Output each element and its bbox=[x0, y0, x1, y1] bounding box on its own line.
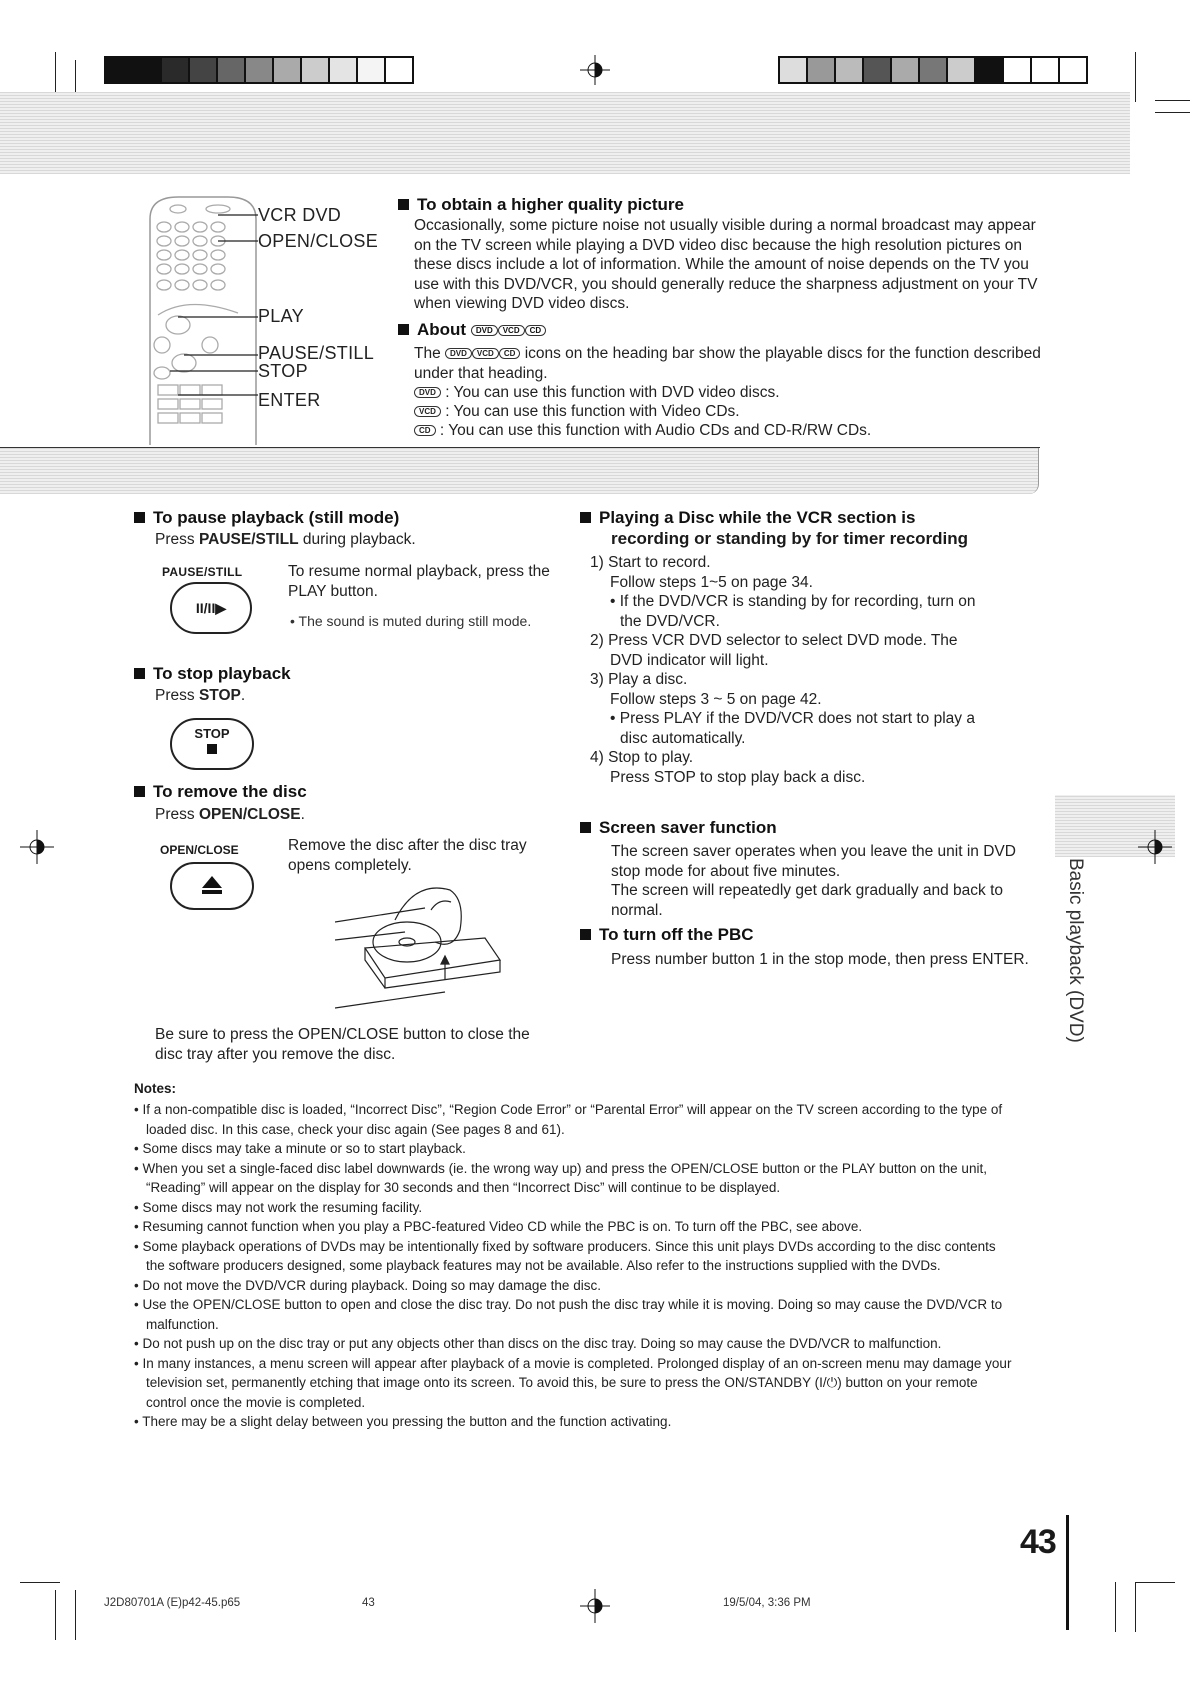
step-line: Press STOP to stop play back a disc. bbox=[610, 768, 866, 786]
page-number-rule bbox=[1066, 1515, 1069, 1630]
registration-mark-icon bbox=[1138, 830, 1172, 864]
stop-button-icon: STOP bbox=[170, 718, 254, 770]
remote-label-open-close: OPEN/CLOSE bbox=[258, 231, 379, 251]
remove-heading: To remove the disc bbox=[134, 782, 307, 802]
vcr-record-steps bbox=[590, 553, 1030, 787]
step-line: DVD indicator will light. bbox=[610, 651, 769, 669]
remote-label-stop: STOP bbox=[258, 361, 308, 381]
pause-button-label: PAUSE/STILL bbox=[162, 565, 243, 579]
remote-control-illustration bbox=[148, 195, 258, 447]
quality-heading: To obtain a higher quality picture bbox=[398, 195, 684, 215]
crop-mark bbox=[1155, 100, 1190, 101]
registration-mark-icon bbox=[580, 55, 610, 85]
remote-label-pause-still: PAUSE/STILL bbox=[258, 343, 375, 363]
step-line: 4) Stop to play. bbox=[590, 749, 694, 766]
crop-mark bbox=[75, 1590, 76, 1640]
header-band bbox=[0, 92, 1130, 174]
note-item: • Do not push up on the disc tray or put any objects other than discs on the disc tray. Doing so may cause the DVD/VCR to malfunction. bbox=[134, 1336, 942, 1351]
side-tab-label: Basic playback (DVD) bbox=[1065, 858, 1086, 1043]
eject-button-icon bbox=[170, 862, 254, 910]
section-band bbox=[0, 448, 1039, 494]
step-line: 3) Play a disc. bbox=[590, 671, 688, 688]
stop-heading: To stop playback bbox=[134, 664, 291, 684]
screen-saver-body: The screen saver operates when you leave the unit in DVD stop mode for about five minutes. The screen will repeatedly get dark gradually and back to normal. bbox=[611, 843, 1016, 919]
step-line: disc automatically. bbox=[620, 729, 746, 747]
pbc-heading: To turn off the PBC bbox=[580, 925, 754, 945]
step-line: the DVD/VCR. bbox=[620, 612, 720, 630]
remove-footer-text: Be sure to press the OPEN/CLOSE button to close the disc tray after you remove the disc. bbox=[155, 1026, 530, 1063]
stop-instruction: Press STOP. bbox=[155, 687, 246, 704]
note-item: • Do not move the DVD/VCR during playback. Doing so may damage the disc. bbox=[134, 1277, 601, 1293]
color-bar-left bbox=[104, 56, 414, 84]
badge-dvd: DVD bbox=[471, 325, 498, 336]
pause-resume-text: To resume normal playback, press the PLAY button. bbox=[288, 563, 550, 600]
pause-instruction: Press PAUSE/STILL during playback. bbox=[155, 531, 416, 548]
crop-mark bbox=[20, 1582, 60, 1583]
about-item-cd: CD : You can use this function with Audio CDs and CD-R/RW CDs. bbox=[414, 421, 871, 441]
footer-date: 19/5/04, 3:36 PM bbox=[723, 1597, 811, 1609]
screen-saver-heading: Screen saver function bbox=[580, 818, 777, 838]
note-item: • There may be a slight delay between you pressing the button and the function activating. bbox=[134, 1414, 672, 1429]
crop-mark bbox=[1155, 112, 1190, 113]
remote-label-vcr-dvd: VCR DVD bbox=[258, 205, 342, 225]
registration-mark-icon bbox=[580, 1589, 610, 1623]
page-number: 43 bbox=[1020, 1523, 1056, 1561]
badge-vcd: VCD bbox=[498, 325, 525, 336]
vcr-record-heading-line1: Playing a Disc while the VCR section is bbox=[580, 508, 915, 528]
remote-label-enter: ENTER bbox=[258, 390, 321, 410]
about-heading: About DVD VCD CD bbox=[398, 320, 546, 340]
remote-label-play: PLAY bbox=[258, 306, 304, 326]
step-line: Follow steps 1~5 on page 34. bbox=[610, 573, 813, 591]
step-line: Follow steps 3 ~ 5 on page 42. bbox=[610, 690, 822, 708]
crop-mark bbox=[1135, 1582, 1175, 1583]
pause-heading: To pause playback (still mode) bbox=[134, 508, 399, 528]
registration-mark-icon bbox=[20, 830, 54, 864]
about-intro: The DVD VCD CD icons on the heading bar show the playable discs for the function described under that heading. bbox=[414, 345, 1041, 382]
note-item: • Some discs may not work the resuming facility. bbox=[134, 1199, 423, 1215]
notes-list bbox=[134, 1100, 1014, 1432]
note-item: • In many instances, a menu screen will appear after playback of a movie is completed. Prolonged display of an on-screen menu may damage your television set, permanently etching that image onto its screen. To avoid this, be sure to press the ON/STANDBY (I/⏻) button on your remote control once the movie is completed. bbox=[134, 1355, 1012, 1410]
remove-instruction: Press OPEN/CLOSE. bbox=[155, 806, 305, 823]
step-line: 1) Start to record. bbox=[590, 554, 711, 571]
step-line: 2) Press VCR DVD selector to select DVD mode. The bbox=[590, 632, 958, 649]
about-item-vcd: VCD : You can use this function with Video CDs. bbox=[414, 402, 740, 422]
crop-mark bbox=[1115, 1582, 1116, 1632]
note-item: • Some discs may take a minute or so to start playback. bbox=[134, 1141, 466, 1156]
crop-mark bbox=[1135, 52, 1136, 102]
vcr-record-heading-line2: recording or standing by for timer recording bbox=[611, 529, 969, 548]
crop-mark bbox=[1135, 1582, 1136, 1632]
quality-body: Occasionally, some picture noise not usually visible during a normal broadcast may appear on the TV screen while playing a DVD video disc because the high resolution pictures on these discs include a lot of information. While the amount of noise depends on the TV you use with this DVD/VCR, you should generally reduce the sharpness adjustment on your TV when viewing DVD video discs. bbox=[414, 217, 1038, 312]
remove-text: Remove the disc after the disc tray opens completely. bbox=[288, 837, 527, 874]
side-tab bbox=[1060, 858, 1090, 1043]
notes-heading: Notes: bbox=[134, 1081, 177, 1096]
step-line: • If the DVD/VCR is standing by for recording, turn on bbox=[610, 593, 976, 610]
badge-cd: CD bbox=[525, 325, 547, 336]
pause-still-button-icon: II/II▶ bbox=[170, 582, 252, 634]
pause-note: • The sound is muted during still mode. bbox=[290, 613, 532, 629]
note-item: • Resuming cannot function when you play a PBC-featured Video CD while the PBC is on. To turn off the PBC, see above. bbox=[134, 1219, 863, 1234]
note-item: • Some playback operations of DVDs may be intentionally fixed by software producers. Since this unit plays DVDs according to the disc contents the software producers designed, some playback features may not be available. Also refer to the instructions supplied with the DVDs. bbox=[134, 1238, 996, 1273]
disc-tray-illustration bbox=[335, 880, 505, 1010]
crop-mark bbox=[55, 1590, 56, 1640]
color-bar-right bbox=[778, 56, 1088, 84]
note-item: • Use the OPEN/CLOSE button to open and close the disc tray. Do not push the disc tray while it is moving. Doing so may cause the DVD/VCR to malfunction. bbox=[134, 1297, 1003, 1332]
footer-page: 43 bbox=[362, 1597, 375, 1609]
footer-filename: J2D80701A (E)p42-45.p65 bbox=[104, 1597, 241, 1609]
pbc-body: Press number button 1 in the stop mode, then press ENTER. bbox=[611, 951, 1029, 968]
note-item: • When you set a single-faced disc label downwards (ie. the wrong way up) and press the OPEN/CLOSE button or the PLAY button on the unit, “Reading” will appear on the display for 30 seconds and then “Incorrect Disc” will continue to be displayed. bbox=[134, 1160, 987, 1195]
about-item-dvd: DVD : You can use this function with DVD video discs. bbox=[414, 383, 780, 403]
step-line: • Press PLAY if the DVD/VCR does not start to play a bbox=[610, 710, 975, 727]
open-close-button-label: OPEN/CLOSE bbox=[160, 843, 239, 857]
note-item: • If a non-compatible disc is loaded, “Incorrect Disc”, “Region Code Error” or “Parental Error” will appear on the TV screen according to the type of loaded disc. In this case, check your disc again (See pages 8 and 61). bbox=[134, 1102, 1003, 1137]
